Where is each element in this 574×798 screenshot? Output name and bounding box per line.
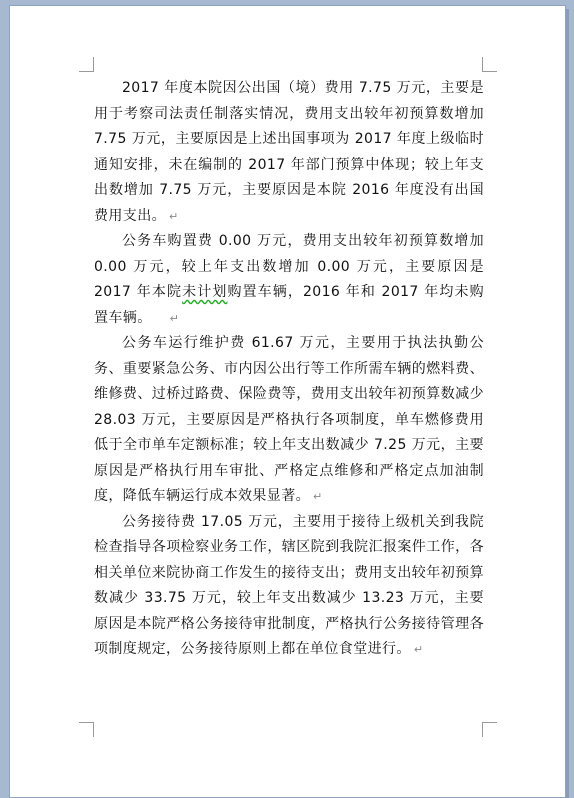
paragraph-reception: [94, 510, 484, 663]
page-shadow: [566, 9, 569, 798]
paragraph-travel-abroad: [94, 76, 484, 229]
paragraph-text: 公务接待费 17.05 万元，主要用于接待上级机关到我院检查指导各项检察业务工作，辖区院到我院汇报案件工作，各相关单位来院协商工作发生的接待支出；费用支出较年初预算数减少 33.75 万元，较上年支出数减少 13.23 万元，主要原因是本院严格公务接待审批制度，严格执行公务接待管理各项制度规定，公务接待原则上都在单位食堂进行。: [94, 513, 484, 657]
paragraph-vehicle-purchase: [94, 229, 484, 331]
spellcheck-marked-text: 未计划: [182, 284, 228, 300]
paragraph-text: 2017 年度本院因公出国（境）费用 7.75 万元，主要是用于考察司法责任制落实情况，费用支出较年初预算数增加 7.75 万元，主要原因是上述出国事项为 2017 年度上级临时通知安排，未在编制的 2017 年部门预算中体现；较上年支出数增加 7.75 万元，主要原因是本院 2016 年度没有出国费用支出。: [94, 80, 484, 224]
paragraph-mark-icon: ↵: [169, 209, 179, 223]
paragraph-mark-icon: ↵: [313, 490, 323, 503]
margin-corner-top-left: [79, 57, 94, 72]
paragraph-text: 公务车购置费 0.00 万元，费用支出较年初预算数增加 0.00 万元，较上年支出数增加 0.00 万元，主要原因是 2017 年本院: [94, 233, 484, 300]
paragraph-text: 购置车辆，2016 年和 2017 年均未购置车辆。: [94, 284, 485, 326]
paragraph-text: 公务车运行维护费 61.67 万元，主要用于执法执勤公务、重要紧急公务、市内因公出行等工作所需车辆的燃料费、维修费、过桥过路费、保险费等，费用支出较年初预算数减少 28.03 万元，主要原因是严格执行各项制度，单车燃修费用低于全市单车定额标准；较上年支出数减少 7.25 万元，主要原因是严格执行用车审批、严格定点维修和严格定点加油制度，降低车辆运行成本效果显著。: [94, 335, 484, 504]
margin-corner-bottom-left: [79, 722, 94, 737]
paragraph-vehicle-maintenance: [94, 331, 484, 510]
paragraph-mark-icon: ↵: [413, 643, 424, 656]
document-body[interactable]: [94, 76, 484, 663]
margin-corner-top-right: [482, 57, 497, 72]
margin-corner-bottom-right: [482, 722, 497, 737]
paragraph-mark-icon: ↵: [169, 311, 180, 325]
